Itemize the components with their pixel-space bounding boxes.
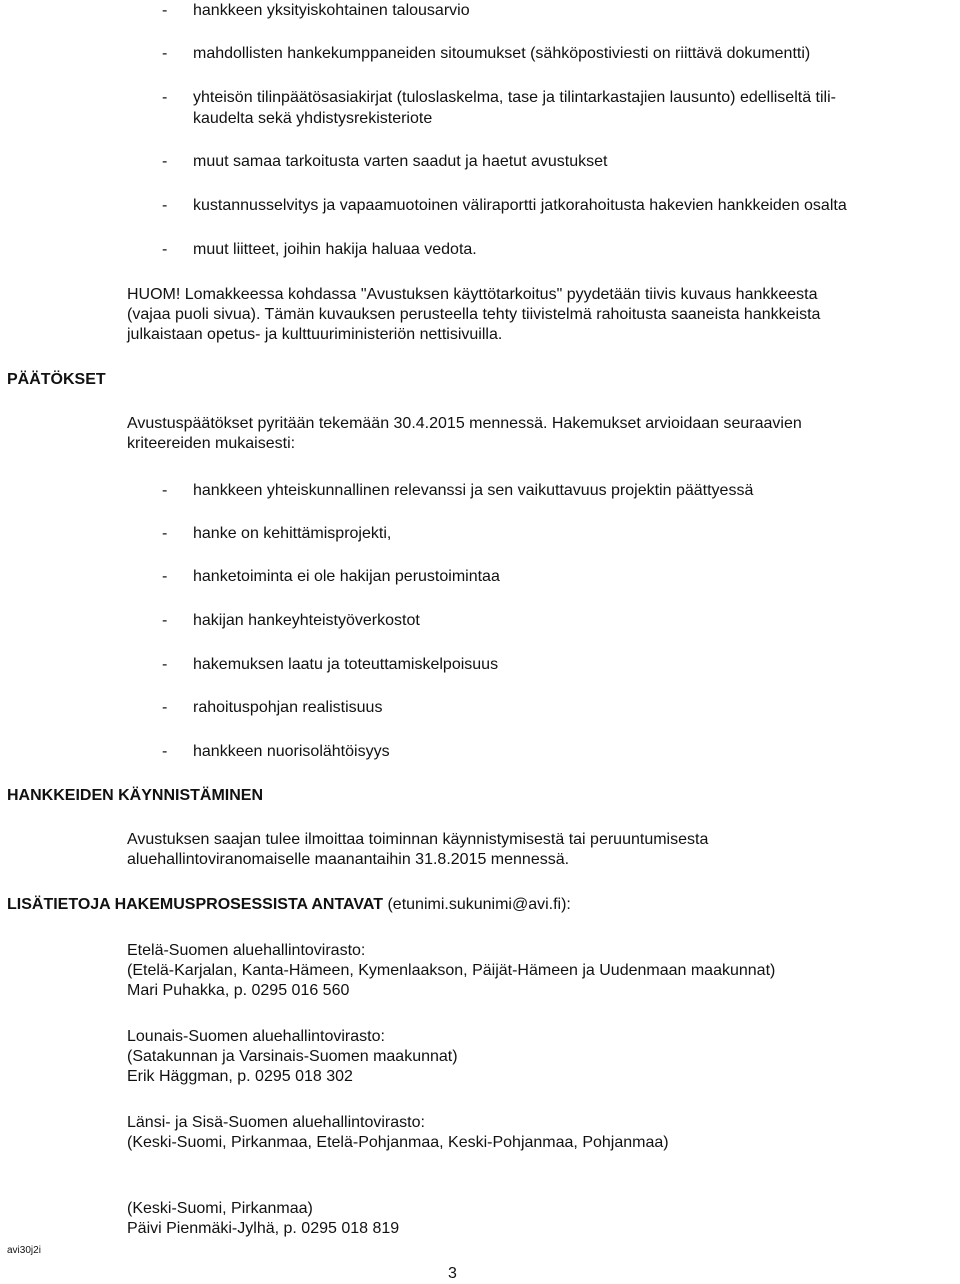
section-heading-kaynnistaminen: HANKKEIDEN KÄYNNISTÄMINEN <box>7 787 264 804</box>
page-number: 3 <box>448 1265 457 1282</box>
contact-block: Lounais-Suomen aluehallintovirasto: (Satakunnan ja Varsinais-Suomen maakunnat) Erik Häggman, p. 0295 018 302 <box>127 1028 458 1085</box>
contact-block: Etelä-Suomen aluehallintovirasto: (Etelä-Karjalan, Kanta-Hämeen, Kymenlaakson, Päijät-Hämeen ja Uudenmaan maakunnat) Mari Puhakka, p. 0295 016 560 <box>127 942 776 999</box>
document-code: avi30j2i <box>7 1245 41 1256</box>
kaynnistaminen-text: Avustuksen saajan tulee ilmoittaa toiminnan käynnistymisestä tai peruuntumisesta aluehallintoviranomaiselle maanantaihin 31.8.2015 mennessä. <box>127 831 709 868</box>
section-heading-lisatietoja: LISÄTIETOJA HAKEMUSPROSESSISTA ANTAVAT (etunimi.sukunimi@avi.fi): <box>7 896 571 913</box>
contact-block: Länsi- ja Sisä-Suomen aluehallintovirasto: (Keski-Suomi, Pirkanmaa, Etelä-Pohjanmaa, Keski-Pohjanmaa, Pohjanmaa) <box>127 1114 669 1151</box>
paatokset-intro: Avustuspäätökset pyritään tekemään 30.4.2015 mennessä. Hakemukset arvioidaan seuraavien kriteereiden mukaisesti: <box>127 415 802 452</box>
huom-note: HUOM! Lomakkeessa kohdassa "Avustuksen käyttötarkoitus" pyydetään tiivis kuvaus hankkeesta (vajaa puoli sivua). Tämän kuvauksen perusteella tehty tiivistelmä rahoitusta saaneista hankkeista julkaistaan opetus- ja kulttuuriministeriön nettisivuilla. <box>127 286 821 343</box>
contact-block: (Keski-Suomi, Pirkanmaa) Päivi Pienmäki-Jylhä, p. 0295 018 819 <box>127 1200 400 1237</box>
section-heading-paatokset: PÄÄTÖKSET <box>7 371 106 388</box>
